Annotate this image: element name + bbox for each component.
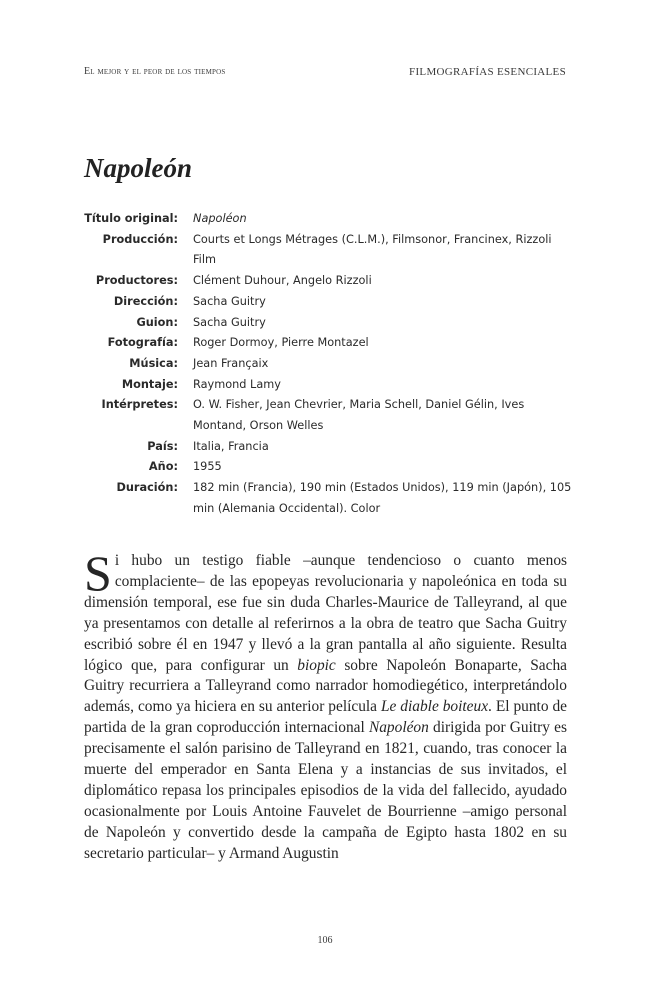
body-text-run: i hubo un testigo fiable –aunque tendencioso o cuanto menos complaciente– de las epopeyas revolucionaria y napoleónica en toda su dimensión temporal, ese fue sin duda Charles-Maurice de Talleyrand, al que ya presentamos con detalle al referirnos a la obra de teatro que Sacha Guitry escribió sobre él en 1947 y llevó a la gran pantalla al año siguiente. Resulta lógico que, para configurar un [84, 552, 567, 674]
credit-value: Sacha Guitry [193, 294, 266, 308]
credit-label: Fotografía: [107, 336, 178, 350]
running-head [84, 66, 566, 80]
credits-block [84, 209, 574, 520]
credit-row-year [84, 457, 574, 478]
credit-label: Dirección: [113, 294, 178, 308]
body-italic-term: biopic [297, 656, 336, 674]
credit-row-producers [84, 271, 574, 292]
credit-row-production [84, 230, 574, 271]
credit-value: 182 min (Francia), 190 min (Estados Unidos), 119 min (Japón), 105 min (Alemania Occidental). Color [193, 481, 572, 515]
credit-row-screenplay [84, 313, 574, 334]
credit-value: Raymond Lamy [193, 377, 281, 391]
credit-row-editing [84, 375, 574, 396]
credit-row-cast [84, 395, 574, 436]
page-number: 106 [317, 935, 333, 946]
credit-label: Título original: [84, 212, 178, 225]
drop-cap: S [84, 545, 112, 601]
credit-value: O. W. Fisher, Jean Chevrier, Maria Schell, Daniel Gélin, Ives Montand, Orson Welles [193, 398, 525, 433]
credit-value: Sacha Guitry [193, 315, 266, 329]
credit-row-duration [84, 478, 574, 519]
film-title: Napoleón [84, 153, 192, 183]
credit-value: Clément Duhour, Angelo Rizzoli [193, 274, 372, 288]
credit-value: Italia, Francia [193, 439, 269, 453]
credit-value: Courts et Longs Métrages (C.L.M.), Filmsonor, Francinex, Rizzoli Film [193, 232, 552, 267]
credit-row-country [84, 437, 574, 458]
credit-value: Roger Dormoy, Pierre Montazel [193, 336, 369, 350]
body-text-run: dirigida por Guitry es precisamente el salón parisino de Talleyrand en 1821, cuando, tras conocer la muerte del emperador en Santa Elena y a instancias de sus invitados, el diplomático repasa los principales episodios de la vida del fallecido, ayudado ocasionalmente por Louis Antoine Fauvelet de Bourrienne –amigo personal de Napoleón y convertido desde la campaña de Egipto hasta 1802 en su secretario particular– y Armand Augustin [84, 719, 567, 862]
body-text-run: . El punto de partida de la gran coproducción internacional [84, 698, 567, 737]
credit-label: Año: [148, 460, 178, 474]
credit-row-photography [84, 333, 574, 354]
credit-label: Productores: [95, 274, 178, 288]
credit-value: Jean Françaix [193, 356, 269, 370]
credit-label: Montaje: [121, 377, 178, 391]
body-text-run: sobre Napoleón Bonaparte, Sacha Guitry recurriera a Talleyrand como narrador homodiegético, interpretándolo además, como ya hiciera en su anterior película [84, 656, 567, 716]
credit-label: Guion: [136, 315, 178, 329]
credit-value: 1955 [193, 460, 222, 474]
credit-label: Duración: [116, 481, 178, 495]
credit-label: Música: [129, 356, 178, 370]
credit-label: País: [147, 439, 178, 453]
credit-row-music [84, 354, 574, 375]
body-italic-film-title: Le diable boiteux [380, 698, 489, 716]
credit-label: Producción: [102, 232, 178, 246]
credit-row-direction [84, 292, 574, 313]
credit-value: Napoléon [193, 212, 247, 225]
credit-label: Intérpretes: [101, 398, 178, 412]
body-paragraph [84, 545, 567, 865]
credit-row-original-title [84, 209, 574, 230]
body-italic-film-title: Napoléon [368, 719, 429, 737]
running-head-left: El mejor y el peor de los tiempos [84, 66, 226, 77]
running-head-right: FILMOGRAFÍAS ESENCIALES [409, 66, 566, 78]
